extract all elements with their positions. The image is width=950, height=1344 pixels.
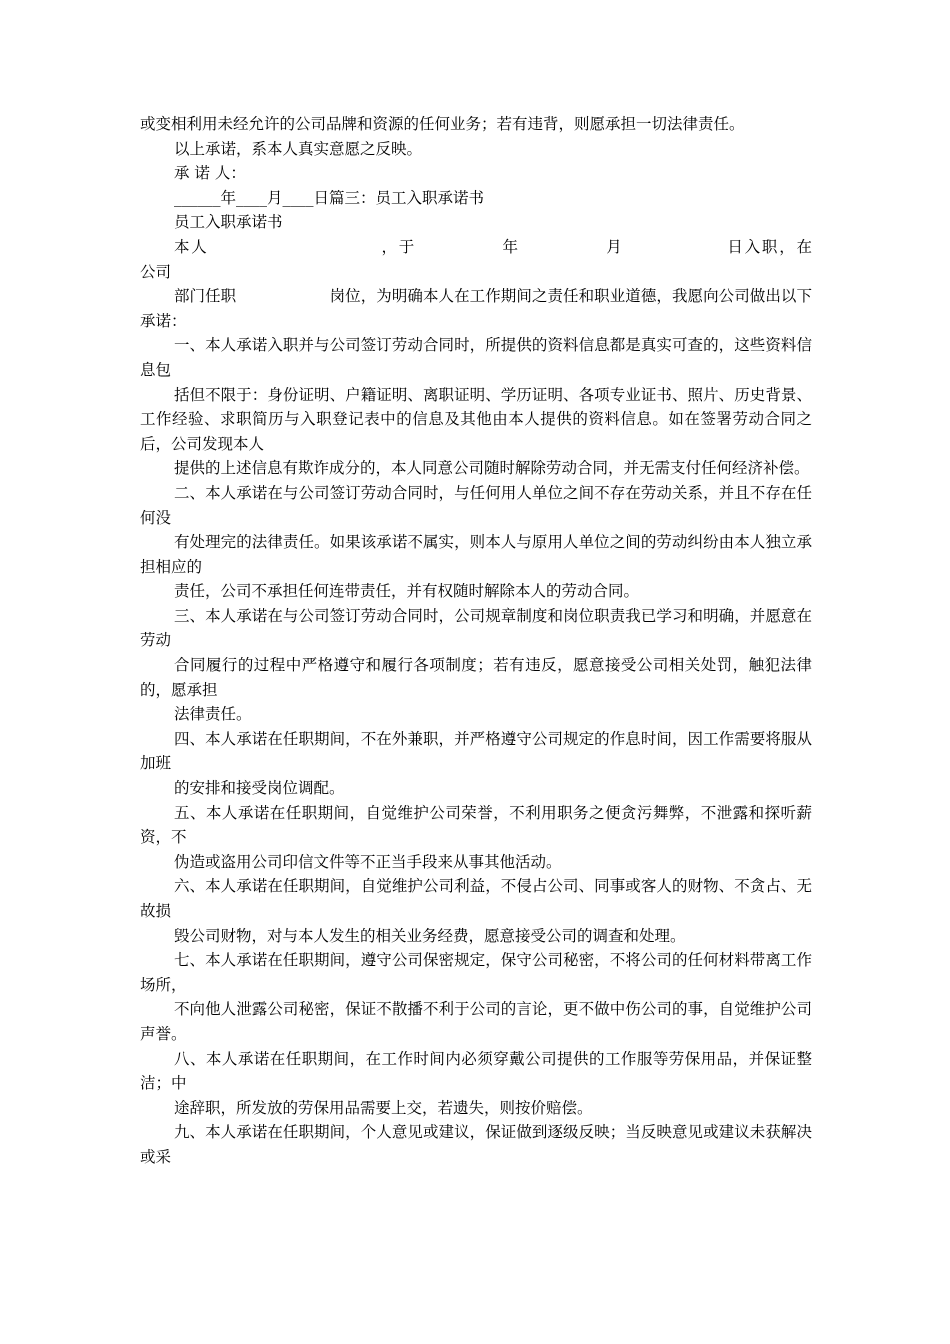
clause-9: 九、本人承诺在任职期间，个人意见或建议，保证做到逐级反映；当反映意见或建议未获解决或采 xyxy=(140,1123,812,1166)
paragraph-line: 或变相利用未经允许的公司品牌和资源的任何业务；若有违背，则愿承担一切法律责任。 xyxy=(140,115,745,133)
clause-8: 八、本人承诺在任职期间，在工作时间内必须穿戴公司提供的工作服等劳保用品，并保证整洁；中 xyxy=(140,1049,812,1093)
fill-in-line: 本人 ，于 年 月 日入职，在 xyxy=(174,237,812,256)
paragraph-line: 责任，公司不承担任何连带责任，并有权随时解除本人的劳动合同。 xyxy=(174,582,640,601)
paragraph-line: 的安排和接受岗位调配。 xyxy=(174,779,345,798)
paragraph-line: 毁公司财物，对与本人发生的相关业务经费，愿意接受公司的调查和处理。 xyxy=(174,926,686,945)
paragraph-line: 括但不限于：身份证明、户籍证明、离职证明、学历证明、各项专业证书、照片、历史背景、工作经验、求职简历与入职登记表中的信息及其他由本人提供的资料信息。如在签署劳动合同之后，公司发现本人 xyxy=(140,385,812,453)
paragraph-line: 法律责任。 xyxy=(174,705,252,724)
paragraph-line: 合同履行的过程中严格遵守和履行各项制度；若有违反，愿意接受公司相关处罚，触犯法律的，愿承担 xyxy=(140,656,812,699)
document-title: 员工入职承诺书 xyxy=(174,213,283,232)
clause-7: 七、本人承诺在任职期间，遵守公司保密规定，保守公司秘密，不将公司的任何材料带离工作场所， xyxy=(140,951,812,994)
clause-3: 三、本人承诺在与公司签订劳动合同时，公司规章制度和岗位职责我已学习和明确，并愿意在劳动 xyxy=(140,606,812,650)
clause-6: 六、本人承诺在任职期间，自觉维护公司利益，不侵占公司、同事或客人的财物、不贪占、无故损 xyxy=(140,877,812,920)
paragraph-line: 伪造或盗用公司印信文件等不正当手段来从事其他活动。 xyxy=(174,852,562,871)
clause-2: 二、本人承诺在与公司签订劳动合同时，与任何用人单位之间不存在劳动关系，并且不存在任何没 xyxy=(140,483,812,527)
paragraph-line: 部门任职 岗位，为明确本人在工作期间之责任和职业道德，我愿向公司做出以下承诺： xyxy=(140,287,812,330)
document-page xyxy=(140,112,812,1170)
paragraph-line: 途辞职，所发放的劳保用品需要上交，若遗失，则按价赔偿。 xyxy=(174,1098,593,1117)
signatory-line: 承 诺 人： xyxy=(174,164,246,183)
paragraph-line: 不向他人泄露公司秘密，保证不散播不利于公司的言论，更不做中伤公司的事，自觉维护公司声誉。 xyxy=(140,1000,812,1043)
clause-4: 四、本人承诺在任职期间，不在外兼职，并严格遵守公司规定的作息时间，因工作需要将服从加班 xyxy=(140,729,812,773)
paragraph-line: 公司 xyxy=(140,262,172,281)
clause-1: 一、本人承诺入职并与公司签订劳动合同时，所提供的资料信息都是真实可查的，这些资料信息包 xyxy=(140,336,812,379)
paragraph-line: 以上承诺，系本人真实意愿之反映。 xyxy=(174,139,423,158)
paragraph-line: 提供的上述信息有欺诈成分的，本人同意公司随时解除劳动合同，并无需支付任何经济补偿。 xyxy=(174,459,810,478)
clause-5: 五、本人承诺在任职期间，自觉维护公司荣誉，不利用职务之便贪污舞弊，不泄露和探听薪资，不 xyxy=(140,803,812,847)
paragraph-line: 有处理完的法律责任。如果该承诺不属实，则本人与原用人单位之间的劳动纠纷由本人独立承担相应的 xyxy=(140,533,812,576)
date-and-heading-line: ______年____月____日篇三：员工入职承诺书 xyxy=(174,188,485,207)
